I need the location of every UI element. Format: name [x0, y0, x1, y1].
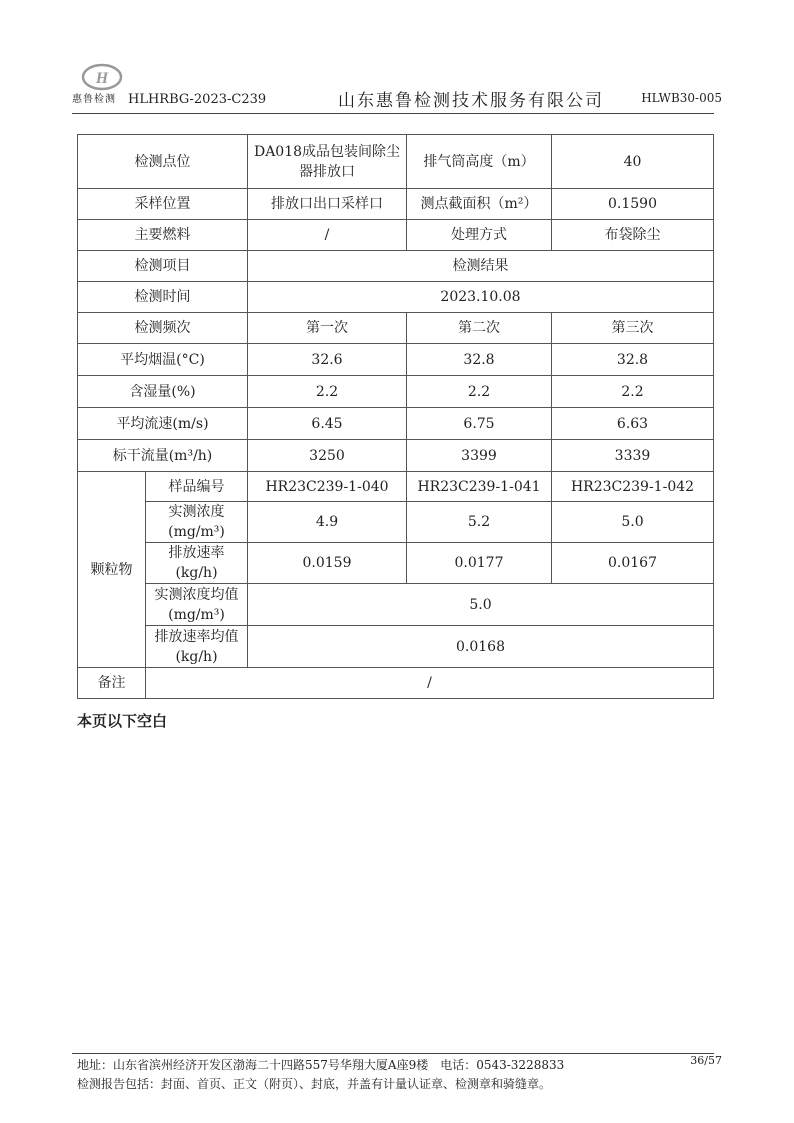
table-row — [78, 584, 714, 626]
footer-divider — [72, 1053, 714, 1054]
table-row — [78, 282, 714, 313]
treatment-label: 处理方式 — [407, 220, 552, 251]
table-row — [78, 376, 714, 408]
time-label: 检测时间 — [78, 282, 248, 313]
area-value: 0.1590 — [552, 189, 714, 220]
row-label: 平均烟温(°C) — [78, 344, 248, 376]
height-value: 40 — [552, 135, 714, 189]
page-number: 36/57 — [690, 1054, 722, 1067]
footer-note: 检测报告包括：封面、首页、正文（附页）、封底，并盖有计量认证章、检测章和骑缝章。 — [77, 1077, 552, 1091]
cell-value: 3250 — [248, 440, 407, 472]
freq-label: 检测频次 — [78, 313, 248, 344]
company-name: 山东惠鲁检测技术服务有限公司 — [338, 91, 604, 111]
row-label: 标干流量(m³/h) — [78, 440, 248, 472]
avg-rate-label: 排放速率均值(kg/h) — [146, 626, 248, 668]
table-row — [78, 440, 714, 472]
cell-value: 6.63 — [552, 408, 714, 440]
table-row — [78, 251, 714, 282]
cell-value: 32.6 — [248, 344, 407, 376]
treatment-value: 布袋除尘 — [552, 220, 714, 251]
logo-text: 惠鲁检测 — [72, 94, 116, 105]
avg-conc-label: 实测浓度均值(mg/m³) — [146, 584, 248, 626]
fuel-value: / — [248, 220, 407, 251]
table-row — [78, 344, 714, 376]
header-divider — [72, 113, 714, 114]
area-label: 测点截面积（m²） — [407, 189, 552, 220]
company-logo-icon — [80, 62, 124, 92]
sample-id: HR23C239-1-041 — [407, 472, 552, 502]
table-row — [78, 472, 714, 502]
sample-id: HR23C239-1-042 — [552, 472, 714, 502]
table-row — [78, 668, 714, 699]
table-row — [78, 408, 714, 440]
monitoring-table — [77, 134, 714, 699]
remark-label: 备注 — [78, 668, 146, 699]
cell-value: 6.45 — [248, 408, 407, 440]
page-header — [72, 58, 722, 112]
cell-value: 32.8 — [552, 344, 714, 376]
cell-value: 6.75 — [407, 408, 552, 440]
report-number: HLHRBG-2023-C239 — [128, 92, 267, 107]
freq-2: 第二次 — [407, 313, 552, 344]
conc-value: 5.0 — [552, 502, 714, 543]
row-label: 含湿量(%) — [78, 376, 248, 408]
item-label: 检测项目 — [78, 251, 248, 282]
rate-value: 0.0167 — [552, 543, 714, 584]
svg-text:H: H — [95, 70, 109, 87]
table-row — [78, 626, 714, 668]
sampling-label: 采样位置 — [78, 189, 248, 220]
sampling-value: 排放口出口采样口 — [248, 189, 407, 220]
table-row — [78, 135, 714, 189]
sample-label: 样品编号 — [146, 472, 248, 502]
blank-page-note: 本页以下空白 — [77, 712, 168, 730]
table-row — [78, 502, 714, 543]
cell-value: 2.2 — [407, 376, 552, 408]
remark-value: / — [146, 668, 714, 699]
result-label: 检测结果 — [248, 251, 714, 282]
conc-value: 5.2 — [407, 502, 552, 543]
form-code: HLWB30-005 — [641, 91, 722, 105]
rate-value: 0.0177 — [407, 543, 552, 584]
fuel-label: 主要燃料 — [78, 220, 248, 251]
table-row — [78, 543, 714, 584]
cell-value: 3399 — [407, 440, 552, 472]
height-label: 排气筒高度（m） — [407, 135, 552, 189]
rate-value: 0.0159 — [248, 543, 407, 584]
time-value: 2023.10.08 — [248, 282, 714, 313]
cell-value: 2.2 — [552, 376, 714, 408]
cell-value: 3339 — [552, 440, 714, 472]
table-row — [78, 220, 714, 251]
conc-value: 4.9 — [248, 502, 407, 543]
page-footer — [77, 1056, 564, 1094]
table-row — [78, 189, 714, 220]
avg-conc-value: 5.0 — [248, 584, 714, 626]
point-label: 检测点位 — [78, 135, 248, 189]
sample-id: HR23C239-1-040 — [248, 472, 407, 502]
particulate-label: 颗粒物 — [78, 472, 146, 668]
rate-label: 排放速率(kg/h) — [146, 543, 248, 584]
freq-1: 第一次 — [248, 313, 407, 344]
freq-3: 第三次 — [552, 313, 714, 344]
table-row — [78, 313, 714, 344]
avg-rate-value: 0.0168 — [248, 626, 714, 668]
conc-label: 实测浓度(mg/m³) — [146, 502, 248, 543]
cell-value: 32.8 — [407, 344, 552, 376]
cell-value: 2.2 — [248, 376, 407, 408]
point-value: DA018成品包装间除尘器排放口 — [248, 135, 407, 189]
footer-address: 地址：山东省滨州经济开发区渤海二十四路557号华翔大厦A座9楼 电话：0543-3228833 — [77, 1058, 565, 1072]
row-label: 平均流速(m/s) — [78, 408, 248, 440]
